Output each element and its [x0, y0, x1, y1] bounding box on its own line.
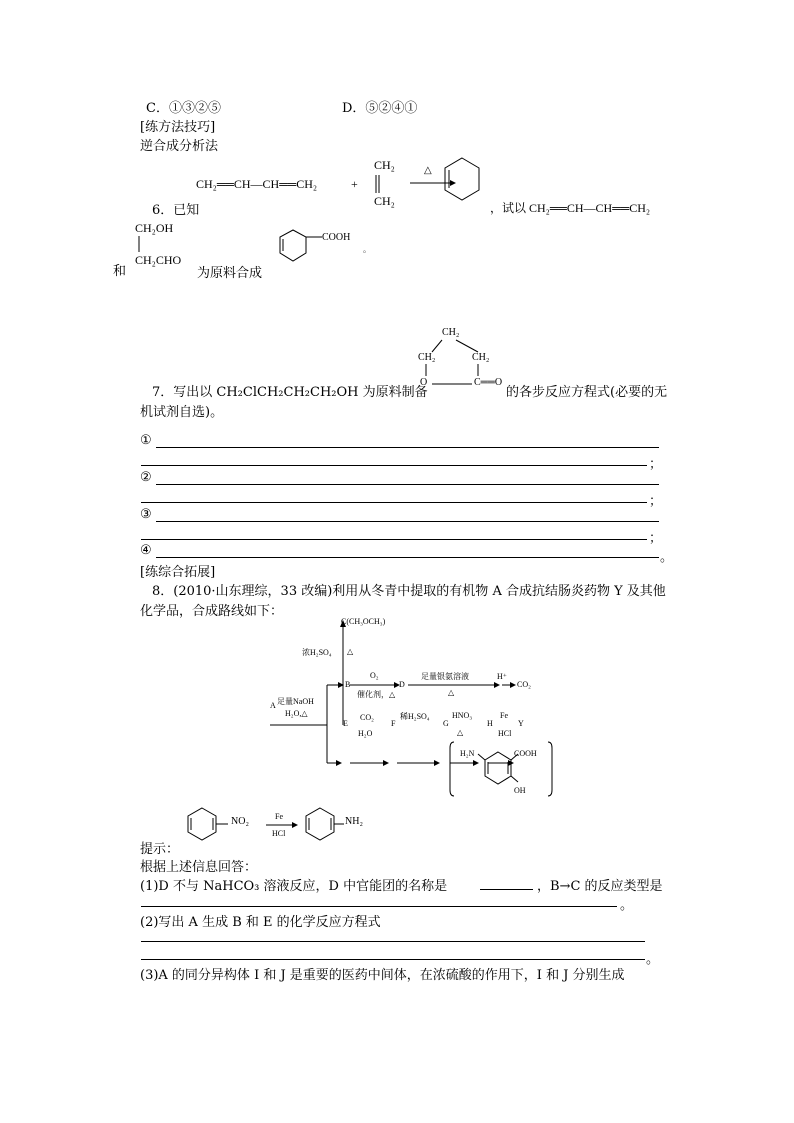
scheme-hno3: HNO₃	[452, 711, 473, 720]
butadiene-formula: CH₂══CH—CH══CH₂	[196, 177, 318, 191]
ethylene-bottom: CH₂	[374, 194, 395, 208]
y-carboxyl-group: COOH	[514, 749, 537, 758]
plus-sign: +	[351, 177, 358, 191]
option-d: D．⑤②④①	[342, 101, 418, 116]
semicolon-2: ；	[649, 494, 663, 509]
sub1-blank-1	[480, 889, 533, 890]
sub1-end: 。	[620, 898, 634, 913]
scheme-co2-product: CO₂	[517, 680, 531, 689]
scheme-h-plus: H⁺	[497, 672, 507, 681]
aniline-structure	[300, 805, 360, 855]
sub1-part-b: ，B→C 的反应类型是	[537, 879, 663, 894]
and-text: 和	[113, 264, 127, 279]
scheme-delta-3: △	[457, 728, 464, 737]
semicolon-1: ；	[649, 457, 663, 472]
scheme-conc-h2so4: 浓H₂SO₄	[302, 648, 332, 657]
lactone-ring-bonds	[418, 330, 498, 400]
scheme-d: D	[399, 680, 405, 689]
answer-line-4	[156, 557, 659, 558]
answer-line-1b	[141, 465, 647, 466]
heat-symbol: △	[424, 165, 432, 176]
y-hydroxyl-group: OH	[514, 786, 526, 795]
scheme-dilute-h2so4: 稀H₂SO₄	[400, 712, 430, 721]
scheme-h2o: H₂O	[358, 729, 373, 738]
ring-ch2-left: CH₂	[418, 352, 436, 363]
answer-line-3b	[141, 539, 647, 540]
answer-line-3a	[156, 521, 659, 522]
hint-nh2: NH₂	[345, 816, 363, 827]
q7-line1-pre: 7．写出以 CH₂ClCH₂CH₂CH₂OH 为原料制备	[152, 385, 428, 400]
answer-line-1a	[156, 447, 659, 448]
semicolon-3: ；	[649, 531, 663, 546]
q8-line2: 化学品，合成路线如下：	[140, 604, 284, 619]
sub1-part-a: (1)D 不与 NaHCO₃ 溶液反应，D 中官能团的名称是	[140, 879, 448, 894]
q6-tail-text: ，试以 CH₂══CH—CH══CH₂	[490, 201, 651, 215]
answer-line-2a	[156, 484, 659, 485]
ring-oxygen: O	[420, 377, 428, 388]
sub3-text: (3)A 的同分异构体 I 和 J 是重要的医药中间体，在浓硫酸的作用下，I 和 J 分别生成	[140, 968, 625, 983]
hint-fe: Fe	[275, 812, 283, 821]
scheme-g: G	[443, 719, 449, 728]
sub2-text: (2)写出 A 生成 B 和 E 的化学反应方程式	[140, 915, 381, 930]
scheme-delta-1: △	[347, 647, 354, 656]
scheme-h2o-delta: H₂O,△	[285, 709, 308, 718]
answer-mark-3: ③	[140, 507, 152, 522]
scheme-silver-ammonia: 足量银氨溶液	[421, 672, 469, 681]
option-c: C．①③②⑤	[146, 101, 221, 116]
section-method-heading: [练方法技巧]	[140, 120, 216, 135]
hint-hcl: HCl	[272, 829, 286, 838]
scheme-e: E	[343, 719, 348, 728]
scheme-hcl: HCl	[498, 729, 512, 738]
scheme-fe: Fe	[500, 711, 508, 720]
scheme-delta-2: △	[448, 688, 455, 697]
q8-line1: 8．(2010·山东理综，33 改编)利用从冬青中提取的有机物 A 合成抗结肠炎药物 Y 及其他	[152, 584, 666, 599]
raw-material-text: 为原料合成	[197, 266, 263, 281]
sub1-blank-2	[141, 906, 617, 907]
sub2-blank-2	[141, 959, 645, 960]
q6-number: 6．已知	[152, 203, 200, 218]
section-method-subheading: 逆合成分析法	[140, 139, 219, 154]
ethylene-top: CH₂	[374, 158, 395, 172]
scheme-a: A	[270, 701, 276, 710]
scheme-f: F	[391, 719, 396, 728]
scheme-b: B	[345, 680, 351, 689]
ring-ch2-top: CH₂	[442, 327, 460, 338]
scheme-catalyst: 催化剂，△	[357, 690, 396, 699]
q7-line1-post: 的各步反应方程式(必要的无	[506, 385, 668, 400]
hint-label: 提示：	[140, 842, 180, 857]
ring-ch2-right: CH₂	[472, 352, 490, 363]
scheme-y: Y	[518, 719, 524, 728]
scheme-h: H	[487, 719, 493, 728]
q6-end-mark: 。	[363, 245, 371, 254]
answer-mark-4: ④	[140, 543, 152, 558]
scheme-o2: O₂	[370, 671, 379, 680]
reactant-bottom: CH₂CHO	[135, 253, 182, 267]
ring-carbonyl: C══O	[474, 377, 503, 388]
scheme-c: C(CH₃OCH₃)	[341, 617, 386, 626]
section-extend-heading: [练综合拓展]	[140, 565, 216, 580]
answer-line-2b	[141, 502, 647, 503]
scheme-co2-reagent: CO₂	[360, 713, 374, 722]
hint-no2: NO₂	[231, 816, 249, 827]
reactant-top: CH₂OH	[135, 221, 174, 235]
nitrobenzene-structure	[182, 805, 242, 855]
scheme-naoh: 足量NaOH	[277, 697, 314, 706]
period-4: 。	[660, 550, 674, 565]
q7-line2: 机试剂自选)。	[140, 405, 224, 420]
sub2-end: 。	[646, 952, 660, 967]
sub2-blank-1	[141, 941, 645, 942]
cooh-label: COOH	[322, 232, 351, 243]
answer-intro: 根据上述信息回答：	[140, 860, 258, 875]
answer-mark-1: ①	[140, 433, 152, 448]
answer-mark-2: ②	[140, 470, 152, 485]
y-amino-group: H₂N	[460, 749, 475, 758]
